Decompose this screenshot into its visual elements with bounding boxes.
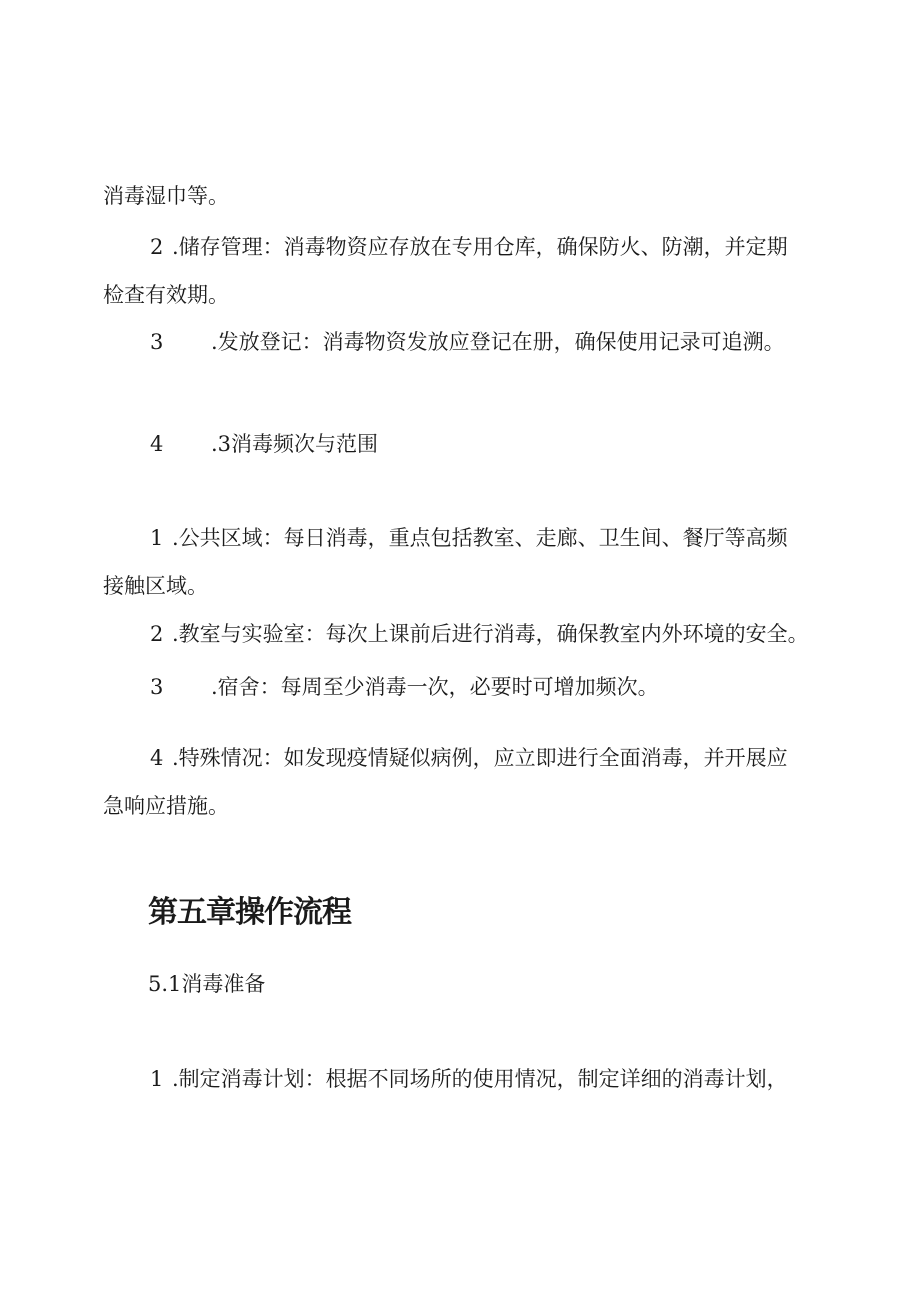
list-text: .宿舍：每周至少消毒一次，必要时可增加频次。 [211, 675, 659, 699]
list-text: .教室与实验室：每次上课前后进行消毒，确保教室内外环境的安全。 [172, 622, 809, 646]
list-item-special-cases [0, 744, 920, 772]
list-item-dormitory [0, 673, 920, 701]
list-text: .公共区域：每日消毒，重点包括教室、走廊、卫生间、餐厅等高频 [172, 526, 788, 550]
list-item-public-areas-continued: 接触区域。 [103, 574, 208, 598]
list-item-public-areas [0, 524, 920, 552]
list-number: 2 [150, 622, 164, 646]
section-heading-5-1: 5.1消毒准备 [148, 972, 266, 996]
list-text: .储存管理：消毒物资应存放在专用仓库，确保防火、防潮，并定期 [172, 235, 788, 259]
list-number: 1 [150, 526, 164, 550]
paragraph-continuation: 消毒湿巾等。 [103, 184, 229, 208]
section-number: 4 [150, 432, 164, 456]
list-item-disinfection-plan [0, 1065, 920, 1093]
list-number: 2 [150, 235, 164, 259]
list-item-classrooms [0, 620, 920, 648]
list-text: .特殊情况：如发现疫情疑似病例，应立即进行全面消毒，并开展应 [172, 746, 788, 770]
list-item-special-cases-continued: 急响应措施。 [103, 794, 229, 818]
list-text: .发放登记：消毒物资发放应登记在册，确保使用记录可追溯。 [211, 330, 785, 354]
list-text: .制定消毒计划：根据不同场所的使用情况，制定详细的消毒计划， [172, 1067, 788, 1091]
section-heading-4-3 [0, 430, 920, 458]
section-title: .3消毒频次与范围 [211, 432, 379, 456]
chapter-title: 第五章操作流程 [148, 895, 351, 930]
list-number: 1 [150, 1067, 164, 1091]
list-number: 3 [150, 675, 164, 699]
list-item-storage-continued: 检查有效期。 [103, 283, 229, 307]
list-item-storage [0, 233, 920, 261]
list-number: 3 [150, 330, 164, 354]
list-number: 4 [150, 746, 164, 770]
list-item-distribution [0, 328, 920, 356]
